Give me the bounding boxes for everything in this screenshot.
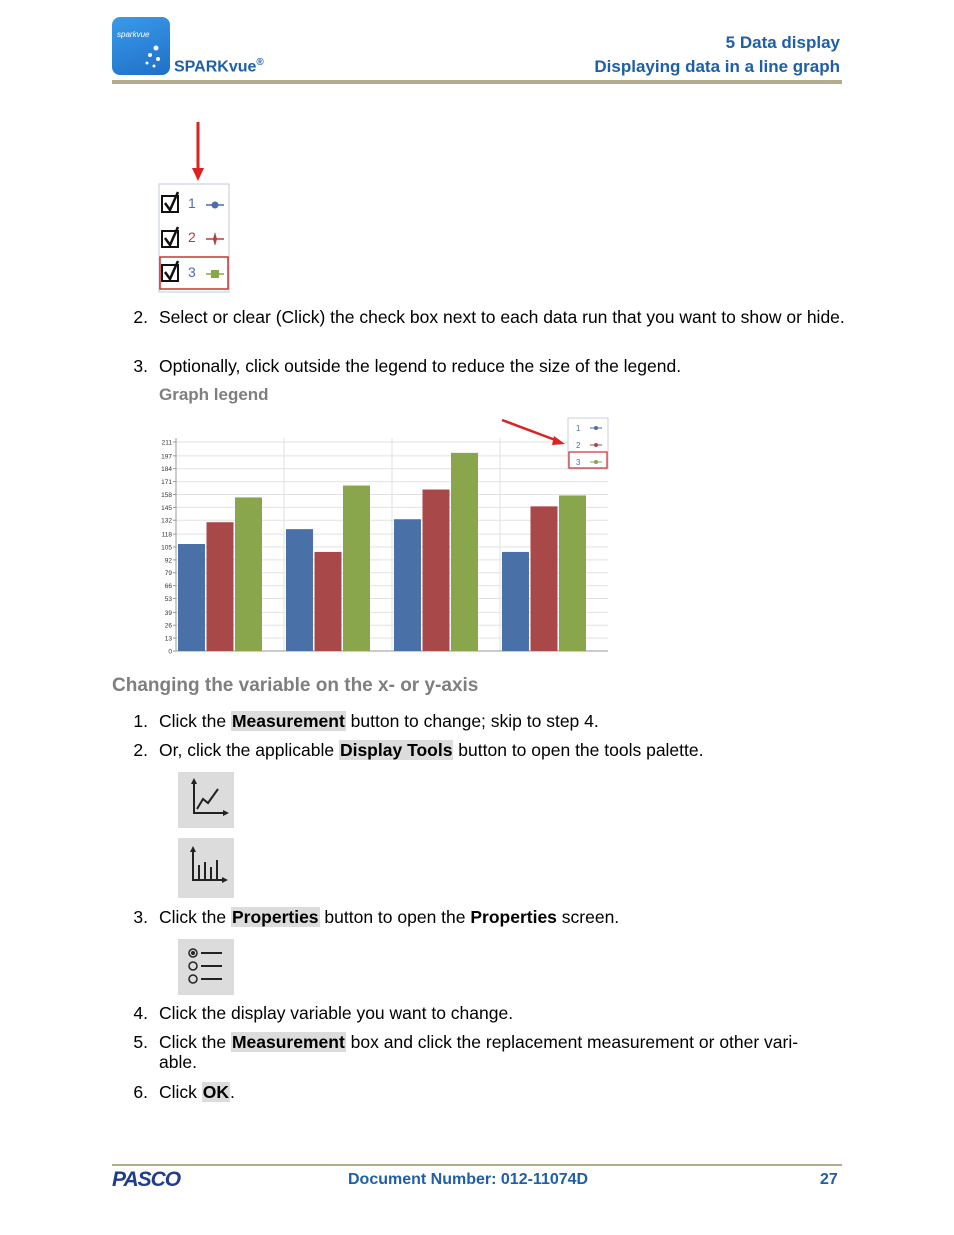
bar-series-3 — [451, 453, 478, 651]
measurement-button-ref: Measurement — [231, 711, 345, 731]
document-number: Document Number: 012-11074D — [348, 1171, 589, 1188]
bar-graph-tool-icon — [178, 838, 234, 898]
header-rule — [112, 80, 842, 84]
step-text: Select or clear (Click) the check box next to each data run that you want to show or hide. — [159, 307, 845, 327]
chapter-title: 5 Data display — [725, 33, 840, 52]
bar-chart — [150, 414, 612, 656]
page-number: 27 — [820, 1171, 838, 1188]
section-title-header: Displaying data in a line graph — [594, 57, 840, 76]
bar-series-1 — [286, 529, 313, 651]
step-text: Click OK. — [159, 1082, 235, 1102]
sparkvue-dots-icon — [112, 17, 170, 75]
step-text: Click the Properties button to open the Properties screen. — [159, 907, 620, 927]
pointer-arrow-shaft — [502, 420, 558, 441]
chart-legend — [568, 418, 608, 469]
y-tick-label: 26 — [164, 622, 172, 630]
properties-button-ref: Properties — [231, 907, 319, 927]
y-tick-label: 105 — [161, 544, 172, 552]
line-graph-tool-icon — [178, 772, 234, 828]
y-tick-label: 92 — [164, 557, 172, 565]
step-text: Click the Measurement box and click the replacement measurement or other vari- able. — [159, 1032, 799, 1072]
bar-series-1 — [178, 544, 205, 651]
legend-run-label: 2 — [188, 229, 196, 245]
step-text: Or, click the applicable Display Tools button to open the tools palette. — [159, 740, 704, 760]
y-tick-label: 132 — [161, 517, 172, 525]
legend-snippet-figure — [150, 118, 240, 298]
bar-series-1 — [502, 552, 529, 651]
footer-rule — [112, 1164, 842, 1166]
marker-square-icon — [211, 270, 219, 278]
y-tick-label: 171 — [161, 479, 172, 487]
properties-list-icon — [178, 939, 234, 995]
marker-circle-icon — [212, 202, 219, 209]
bar-series-2 — [315, 552, 342, 651]
step-number: 2. — [133, 307, 148, 327]
display-tools-button-ref: Display Tools — [339, 740, 453, 760]
legend-entry-label: 1 — [576, 424, 581, 433]
y-tick-label: 118 — [161, 531, 172, 539]
step-text: Click the display variable you want to change. — [159, 1003, 514, 1023]
measurement-box-ref: Measurement — [231, 1032, 345, 1052]
y-tick-label: 39 — [164, 609, 172, 617]
y-tick-label: 184 — [161, 466, 172, 474]
bar-series-2 — [207, 522, 234, 651]
bar-series-2 — [531, 506, 558, 651]
pointer-arrow-head — [552, 436, 565, 445]
y-tick-label: 145 — [161, 504, 172, 512]
bar-series-3 — [343, 486, 370, 651]
step-number: 2. — [133, 740, 148, 760]
y-tick-label: 211 — [161, 439, 172, 447]
step-text: Optionally, click outside the legend to reduce the size of the legend. — [159, 356, 682, 376]
y-tick-label: 158 — [161, 491, 172, 499]
step-number: 3. — [133, 907, 148, 927]
logo-wordmark: sparkvue — [117, 30, 150, 39]
step-number: 6. — [133, 1082, 148, 1102]
brand-name: SPARKvue® — [174, 57, 264, 76]
y-tick-label: 66 — [164, 583, 172, 591]
step-number: 5. — [133, 1032, 148, 1052]
legend-swatch-marker — [594, 426, 598, 430]
legend-run-label: 1 — [188, 195, 196, 211]
bar-series-1 — [394, 519, 421, 651]
step-text: Click the Measurement button to change; skip to step 4. — [159, 711, 599, 731]
bar-series-3 — [559, 495, 586, 651]
bar-series-2 — [423, 490, 450, 651]
section-heading: Changing the variable on the x- or y-axis — [112, 675, 479, 696]
sparkvue-logo — [112, 17, 170, 75]
step-number: 1. — [133, 711, 148, 731]
legend-entry-label: 2 — [576, 441, 581, 450]
y-tick-label: 13 — [164, 635, 172, 643]
legend-run-label: 3 — [188, 264, 196, 280]
y-tick-label: 53 — [164, 595, 172, 603]
legend-entry-label: 3 — [576, 458, 581, 467]
legend-swatch-marker — [594, 443, 598, 447]
ok-button-ref: OK — [202, 1082, 230, 1102]
y-tick-label: 79 — [164, 570, 172, 578]
y-tick-label: 0 — [168, 648, 172, 656]
figure-caption: Graph legend — [159, 385, 269, 404]
bar-series-3 — [235, 497, 262, 651]
legend-swatch-marker — [594, 460, 598, 464]
pasco-logo: PASCO — [112, 1168, 181, 1191]
step-number: 3. — [133, 356, 148, 376]
y-tick-label: 197 — [161, 453, 172, 461]
pointer-arrow-head — [192, 168, 204, 181]
step-number: 4. — [133, 1003, 148, 1023]
